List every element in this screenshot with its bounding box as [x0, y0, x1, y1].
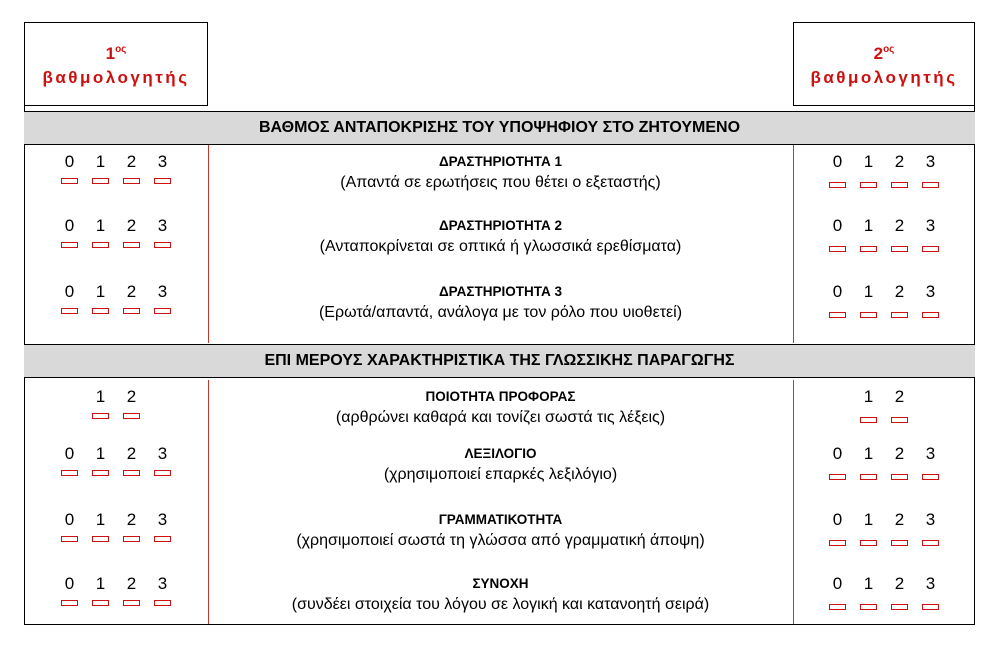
criterion-description: (Απαντά σε ερωτήσεις που θέτει ο εξεταστής) — [340, 174, 661, 191]
score-checkbox[interactable] — [92, 413, 109, 419]
right-grader-scores — [793, 387, 975, 423]
score-value: 1 — [863, 216, 874, 235]
criterion-text — [208, 510, 793, 552]
grader-1-number: 1 — [105, 44, 116, 63]
score-value: 1 — [95, 152, 106, 171]
grader-1-header — [24, 22, 208, 106]
score-checkbox[interactable] — [860, 540, 877, 546]
score-checkbox[interactable] — [829, 540, 846, 546]
score-checkbox[interactable] — [123, 308, 140, 314]
right-grader-scores — [793, 574, 975, 610]
score-value: 3 — [157, 510, 168, 529]
score-checkbox[interactable] — [123, 413, 140, 419]
score-value: 3 — [925, 444, 936, 463]
score-checkbox[interactable] — [829, 246, 846, 252]
criterion-text — [208, 152, 793, 194]
grader-2-number: 2 — [873, 44, 884, 63]
left-grader-scores — [24, 216, 208, 248]
score-value: 0 — [832, 282, 843, 301]
score-checkbox[interactable] — [860, 417, 877, 423]
score-checkbox[interactable] — [860, 246, 877, 252]
score-checkbox[interactable] — [154, 308, 171, 314]
score-value: 0 — [64, 282, 75, 301]
score-checkbox[interactable] — [123, 536, 140, 542]
score-checkbox[interactable] — [61, 536, 78, 542]
score-checkbox[interactable] — [123, 600, 140, 606]
score-value: 1 — [863, 152, 874, 171]
score-checkbox[interactable] — [154, 536, 171, 542]
criterion-title: ΓΡΑΜΜΑΤΙΚΟΤΗΤΑ — [438, 512, 563, 527]
criterion-title: ΔΡΑΣΤΗΡΙΟΤΗΤΑ 2 — [438, 218, 563, 233]
score-checkbox[interactable] — [154, 242, 171, 248]
score-checkbox[interactable] — [891, 604, 908, 610]
score-value: 2 — [894, 387, 905, 406]
score-value: 3 — [925, 574, 936, 593]
right-grader-scores — [793, 510, 975, 546]
score-value: 1 — [863, 282, 874, 301]
score-value: 3 — [157, 282, 168, 301]
score-checkbox[interactable] — [860, 604, 877, 610]
score-value: 2 — [894, 574, 905, 593]
score-checkbox[interactable] — [154, 178, 171, 184]
score-value: 1 — [95, 216, 106, 235]
score-value: 0 — [832, 510, 843, 529]
score-checkbox[interactable] — [61, 178, 78, 184]
score-checkbox[interactable] — [61, 470, 78, 476]
criterion-title: ΔΡΑΣΤΗΡΙΟΤΗΤΑ 1 — [438, 154, 563, 169]
score-checkbox[interactable] — [891, 417, 908, 423]
score-checkbox[interactable] — [891, 540, 908, 546]
section-header — [24, 111, 975, 145]
score-checkbox[interactable] — [922, 312, 939, 318]
grader-2-ordinal: ος — [883, 44, 895, 55]
criterion-text — [208, 387, 793, 429]
score-value: 3 — [925, 152, 936, 171]
score-checkbox[interactable] — [891, 182, 908, 188]
section-header — [24, 344, 975, 378]
section-title: ΕΠΙ ΜΕΡΟΥΣ ΧΑΡΑΚΤΗΡΙΣΤΙΚΑ ΤΗΣ ΓΛΩΣΣΙΚΗΣ ΠΑΡΑΓΩΓΗΣ — [264, 352, 735, 369]
right-grader-scores — [793, 152, 975, 188]
left-grader-scores — [24, 282, 208, 314]
score-value: 1 — [95, 574, 106, 593]
score-value: 0 — [64, 574, 75, 593]
left-grader-scores — [24, 574, 208, 606]
criterion-text — [208, 574, 793, 616]
score-value: 0 — [832, 216, 843, 235]
score-value: 1 — [95, 282, 106, 301]
score-checkbox[interactable] — [123, 178, 140, 184]
score-value: 1 — [863, 444, 874, 463]
score-checkbox[interactable] — [92, 536, 109, 542]
grader-1-label: βαθμολογητής — [42, 68, 190, 87]
score-checkbox[interactable] — [829, 474, 846, 480]
score-value: 2 — [126, 387, 137, 406]
grader-2-header — [793, 22, 975, 106]
criterion-text — [208, 282, 793, 324]
score-checkbox[interactable] — [891, 474, 908, 480]
score-value: 0 — [64, 444, 75, 463]
score-checkbox[interactable] — [92, 178, 109, 184]
score-checkbox[interactable] — [92, 600, 109, 606]
score-checkbox[interactable] — [891, 312, 908, 318]
criterion-title: ΔΡΑΣΤΗΡΙΟΤΗΤΑ 3 — [438, 284, 563, 299]
score-checkbox[interactable] — [860, 474, 877, 480]
score-value: 2 — [126, 510, 137, 529]
score-value: 0 — [64, 216, 75, 235]
score-value: 3 — [157, 152, 168, 171]
score-checkbox[interactable] — [922, 182, 939, 188]
criterion-text — [208, 216, 793, 258]
score-checkbox[interactable] — [61, 600, 78, 606]
score-value: 0 — [832, 574, 843, 593]
score-value: 2 — [894, 152, 905, 171]
score-value: 2 — [894, 510, 905, 529]
score-checkbox[interactable] — [860, 312, 877, 318]
score-checkbox[interactable] — [92, 242, 109, 248]
criterion-description: (Ερωτά/απαντά, ανάλογα με τον ρόλο που υιοθετεί) — [318, 304, 683, 321]
score-value: 2 — [126, 574, 137, 593]
score-value: 3 — [925, 510, 936, 529]
score-value: 3 — [925, 282, 936, 301]
score-checkbox[interactable] — [154, 600, 171, 606]
score-value: 0 — [832, 444, 843, 463]
score-checkbox[interactable] — [922, 604, 939, 610]
score-value: 1 — [863, 574, 874, 593]
score-value: 1 — [863, 387, 874, 406]
score-checkbox[interactable] — [922, 246, 939, 252]
score-value: 2 — [126, 152, 137, 171]
criterion-description: (χρησιμοποιεί σωστά τη γλώσσα από γραμματική άποψη) — [296, 532, 705, 549]
criterion-description: (Ανταποκρίνεται σε οπτικά ή γλωσσικά ερεθίσματα) — [319, 238, 682, 255]
score-checkbox[interactable] — [922, 474, 939, 480]
left-grader-scores — [24, 152, 208, 184]
score-checkbox[interactable] — [92, 470, 109, 476]
right-grader-scores — [793, 216, 975, 252]
score-value: 1 — [95, 387, 106, 406]
score-value: 2 — [126, 216, 137, 235]
table-bottom-border — [24, 624, 975, 625]
criterion-title: ΠΟΙΟΤΗΤΑ ΠΡΟΦΟΡΑΣ — [425, 389, 576, 404]
score-value: 3 — [157, 216, 168, 235]
score-value: 0 — [832, 152, 843, 171]
score-checkbox[interactable] — [829, 312, 846, 318]
score-value: 2 — [894, 444, 905, 463]
score-value: 1 — [863, 510, 874, 529]
right-grader-scores — [793, 282, 975, 318]
score-value: 3 — [157, 574, 168, 593]
score-checkbox[interactable] — [154, 470, 171, 476]
score-checkbox[interactable] — [829, 604, 846, 610]
score-value: 2 — [894, 216, 905, 235]
score-checkbox[interactable] — [61, 242, 78, 248]
score-value: 0 — [64, 510, 75, 529]
criterion-title: ΣΥΝΟΧΗ — [472, 576, 529, 591]
left-grader-scores — [24, 387, 208, 419]
score-value: 2 — [126, 444, 137, 463]
score-value: 2 — [126, 282, 137, 301]
score-value: 3 — [925, 216, 936, 235]
score-value: 2 — [894, 282, 905, 301]
score-value: 1 — [95, 444, 106, 463]
score-checkbox[interactable] — [860, 182, 877, 188]
grader-1-ordinal: ος — [115, 44, 127, 55]
score-value: 3 — [157, 444, 168, 463]
score-value: 1 — [95, 510, 106, 529]
criterion-description: (αρθρώνει καθαρά και τονίζει σωστά τις λέξεις) — [335, 409, 666, 426]
score-checkbox[interactable] — [922, 540, 939, 546]
section-title: ΒΑΘΜΟΣ ΑΝΤΑΠΟΚΡΙΣΗΣ ΤΟΥ ΥΠΟΨΗΦΙΟΥ ΣΤΟ ΖΗΤΟΥΜΕΝΟ — [258, 119, 741, 136]
criterion-description: (συνδέει στοιχεία του λόγου σε λογική και κατανοητή σειρά) — [291, 596, 710, 613]
criterion-text — [208, 444, 793, 486]
right-grader-scores — [793, 444, 975, 480]
score-value: 0 — [64, 152, 75, 171]
criterion-title: ΛΕΞΙΛΟΓΙΟ — [464, 446, 537, 461]
left-grader-scores — [24, 444, 208, 476]
score-checkbox[interactable] — [61, 308, 78, 314]
left-grader-scores — [24, 510, 208, 542]
score-checkbox[interactable] — [891, 246, 908, 252]
score-checkbox[interactable] — [123, 470, 140, 476]
score-checkbox[interactable] — [123, 242, 140, 248]
criterion-description: (χρησιμοποιεί επαρκές λεξιλόγιο) — [383, 466, 618, 483]
score-checkbox[interactable] — [829, 182, 846, 188]
grader-2-label: βαθμολογητής — [810, 68, 958, 87]
score-checkbox[interactable] — [92, 308, 109, 314]
